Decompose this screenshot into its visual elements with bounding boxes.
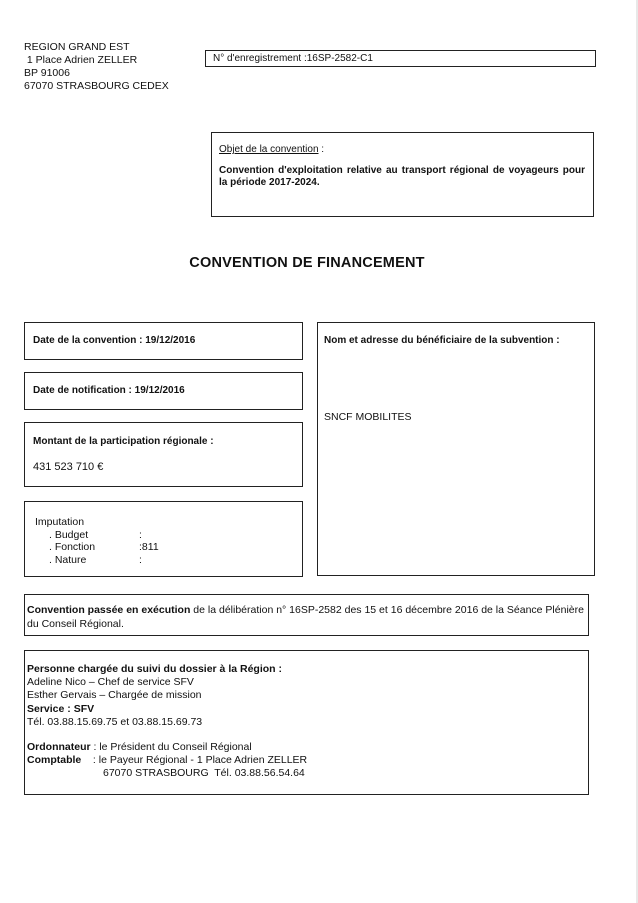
- comptable-line-2: 67070 STRASBOURG Tél. 03.88.56.54.64: [103, 767, 305, 780]
- imputation-box: [24, 501, 303, 577]
- imputation-row: [35, 541, 159, 554]
- object-title-wrap: [219, 144, 585, 155]
- imputation-key: . Fonction: [49, 541, 96, 553]
- object-text: Convention d'exploitation relative au transport régional de voyageurs pour la période 2017-2024.: [219, 165, 585, 188]
- amount-value: 431 523 710 €: [33, 461, 104, 473]
- comptable-label: Comptable: [27, 754, 82, 767]
- beneficiary-box: [317, 322, 595, 576]
- execution-body: de la délibération n° 16SP-2582 des 15 et 16 décembre 2016 de la Séance Plénière du Conseil Régional.: [27, 604, 584, 630]
- date-notification-label: Date de notification : 19/12/2016: [33, 385, 185, 396]
- execution-text: [27, 603, 584, 631]
- person-in-charge-box: [24, 650, 589, 795]
- person-line-2: Esther Gervais – Chargée de mission: [27, 689, 202, 702]
- amount-label: Montant de la participation régionale :: [33, 436, 214, 447]
- comptable-value: : le Payeur Régional - 1 Place Adrien ZELLER: [81, 754, 308, 767]
- imputation-title: Imputation: [35, 516, 85, 528]
- amount-box: [24, 422, 303, 487]
- service-label: Service :: [27, 702, 71, 715]
- service-value: SFV: [70, 702, 95, 715]
- person-title: Personne chargée du suivi du dossier à la Région :: [27, 663, 282, 675]
- date-convention-box: [24, 322, 303, 360]
- comptable-line: [27, 754, 582, 767]
- imputation-key: . Budget: [49, 528, 89, 541]
- imputation-value: :: [139, 528, 142, 541]
- person-line-1: Adeline Nico – Chef de service SFV: [27, 676, 194, 689]
- object-box: [211, 132, 594, 217]
- registration-number: N° d'enregistrement :16SP-2582-C1: [213, 53, 373, 64]
- registration-box: [205, 50, 596, 67]
- page-title: CONVENTION DE FINANCEMENT: [189, 255, 425, 271]
- sender-line-4: 67070 STRASBOURG CEDEX: [24, 80, 169, 92]
- beneficiary-name: SNCF MOBILITES: [324, 411, 412, 423]
- execution-lead: Convention passée en exécution: [27, 604, 191, 616]
- date-notification-box: [24, 372, 303, 410]
- sender-line-3: BP 91006: [24, 67, 70, 79]
- imputation-row: [35, 554, 159, 567]
- ordonnateur-label: Ordonnateur: [27, 741, 91, 754]
- imputation-value: :: [139, 553, 142, 566]
- sender-address: [24, 41, 169, 93]
- object-title-suffix: :: [318, 144, 325, 155]
- sender-line-1: REGION GRAND EST: [24, 41, 130, 53]
- ordonnateur-value: : le Président du Conseil Régional: [90, 741, 252, 754]
- execution-box: [24, 594, 589, 636]
- imputation-value: :811: [139, 541, 159, 553]
- phone-line: Tél. 03.88.15.69.75 et 03.88.15.69.73: [27, 715, 203, 728]
- imputation-key: . Nature: [49, 553, 87, 566]
- sender-line-2: 1 Place Adrien ZELLER: [24, 54, 138, 66]
- object-title: Objet de la convention: [219, 144, 319, 155]
- ordonnateur-line: [27, 741, 582, 754]
- beneficiary-label: Nom et adresse du bénéficiaire de la subvention :: [324, 335, 560, 346]
- imputation-row: [35, 529, 159, 542]
- service-line: [27, 703, 582, 716]
- date-convention-label: Date de la convention : 19/12/2016: [33, 335, 196, 346]
